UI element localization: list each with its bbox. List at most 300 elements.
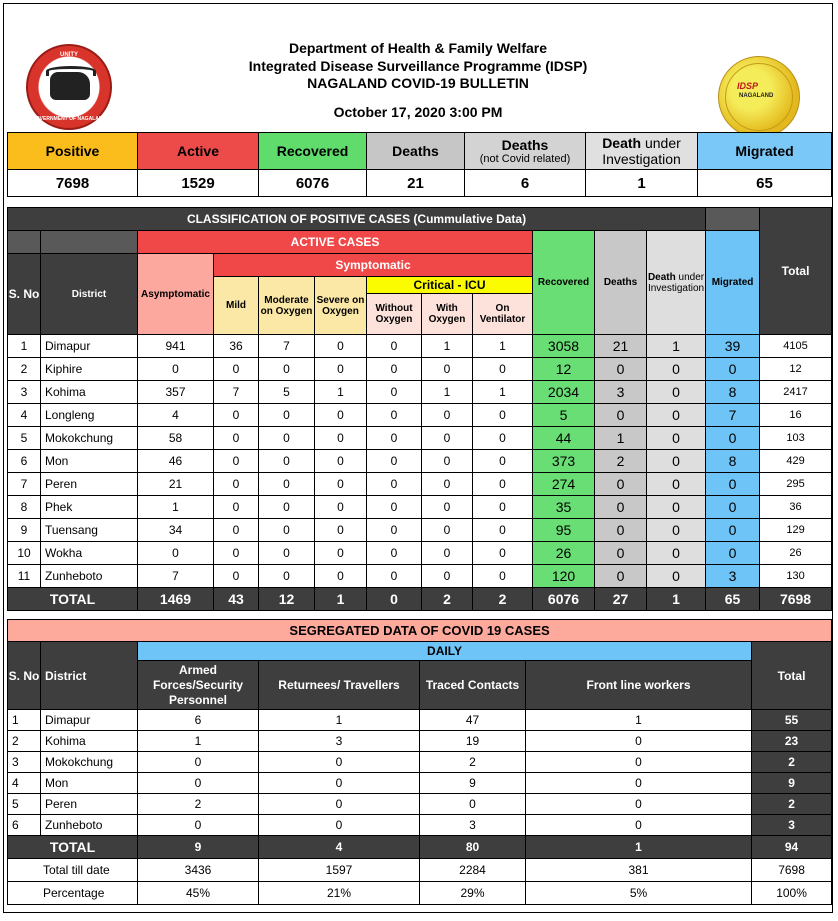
percentage-armed-forces: 45% — [138, 882, 259, 905]
cell-without-oxygen: 0 — [367, 358, 422, 381]
till-date-returnees: 1597 — [259, 859, 420, 882]
symptomatic-header: Symptomatic — [214, 254, 533, 277]
cell-armed-forces: 6 — [138, 710, 259, 731]
bulletin-title: NAGALAND COVID-19 BULLETIN — [307, 75, 529, 91]
cell-district: Zunheboto — [41, 565, 138, 588]
cell-total: 129 — [760, 519, 832, 542]
cell-moderate: 0 — [259, 427, 315, 450]
district-filler — [41, 231, 138, 254]
cell-sno: 8 — [8, 496, 41, 519]
cell-total: 12 — [760, 358, 832, 381]
cell-frontline-workers: 0 — [526, 731, 752, 752]
cell-total: 103 — [760, 427, 832, 450]
cell-asymptomatic: 4 — [138, 404, 214, 427]
armed-forces-header: Armed Forces/Security Personnel — [138, 661, 259, 710]
frontline-workers-header: Front line workers — [526, 661, 752, 710]
cell-deaths: 0 — [595, 519, 647, 542]
cell-district: Mokokchung — [41, 427, 138, 450]
title-filler — [706, 208, 760, 231]
cell-mild: 0 — [214, 450, 259, 473]
total-cell-without-oxygen: 0 — [367, 588, 422, 611]
cell-sno: 6 — [8, 815, 41, 836]
cell-asymptomatic: 7 — [138, 565, 214, 588]
critical-icu-header: Critical - ICU — [367, 277, 533, 294]
cell-moderate: 7 — [259, 335, 315, 358]
classification-title: CLASSIFICATION OF POSITIVE CASES (Cummulative Data) — [8, 208, 706, 231]
cell-deaths: 21 — [595, 335, 647, 358]
nagaland-government-seal: UNITY GOVERNMENT OF NAGALAND — [26, 44, 112, 130]
cell-migrated: 0 — [706, 358, 760, 381]
cell-traced-contacts: 47 — [420, 710, 526, 731]
cell-death-investigation: 0 — [647, 519, 706, 542]
table-row — [8, 519, 832, 542]
deaths-value: 21 — [367, 170, 465, 197]
cell-total: 2 — [752, 794, 832, 815]
cell-deaths: 0 — [595, 542, 647, 565]
cell-asymptomatic: 21 — [138, 473, 214, 496]
cell-asymptomatic: 0 — [138, 358, 214, 381]
total-cell-total: 7698 — [760, 588, 832, 611]
percentage-traced-contacts: 29% — [420, 882, 526, 905]
cell-total: 4105 — [760, 335, 832, 358]
cell-on-ventilator: 0 — [473, 404, 533, 427]
cell-asymptomatic: 58 — [138, 427, 214, 450]
cell-mild: 0 — [214, 519, 259, 542]
total-cell-recovered: 6076 — [533, 588, 595, 611]
cell-deaths: 0 — [595, 473, 647, 496]
cell-asymptomatic: 1 — [138, 496, 214, 519]
daily-header: DAILY — [138, 642, 752, 661]
cell-without-oxygen: 0 — [367, 542, 422, 565]
seg-total-label: TOTAL — [8, 836, 138, 859]
cell-recovered: 274 — [533, 473, 595, 496]
cell-on-ventilator: 0 — [473, 565, 533, 588]
till-date-label: Total till date — [8, 859, 138, 882]
death-investigation-col-header: Death under Investigation — [647, 231, 706, 335]
cell-without-oxygen: 0 — [367, 565, 422, 588]
cell-death-investigation: 0 — [647, 358, 706, 381]
cell-recovered: 3058 — [533, 335, 595, 358]
cell-sno: 9 — [8, 519, 41, 542]
cell-recovered: 5 — [533, 404, 595, 427]
table-row — [8, 404, 832, 427]
cell-returnees: 0 — [259, 815, 420, 836]
cell-total: 36 — [760, 496, 832, 519]
cell-without-oxygen: 0 — [367, 473, 422, 496]
cell-armed-forces: 0 — [138, 815, 259, 836]
cell-severe: 0 — [315, 450, 367, 473]
cell-migrated: 7 — [706, 404, 760, 427]
cell-district: Dimapur — [41, 710, 138, 731]
active-value: 1529 — [138, 170, 259, 197]
cell-asymptomatic: 357 — [138, 381, 214, 404]
cell-armed-forces: 0 — [138, 773, 259, 794]
total-till-date-row — [8, 859, 832, 882]
cell-district: Phek — [41, 496, 138, 519]
on-ventilator-header: On Ventilator — [473, 294, 533, 335]
cell-district: Zunheboto — [41, 815, 138, 836]
percentage-returnees: 21% — [259, 882, 420, 905]
moderate-header: Moderate on Oxygen — [259, 277, 315, 335]
total-cell-label: TOTAL — [8, 588, 138, 611]
cell-armed-forces: 0 — [138, 752, 259, 773]
table-row — [8, 427, 832, 450]
cell-death-investigation: 1 — [647, 335, 706, 358]
cell-deaths: 0 — [595, 496, 647, 519]
cell-without-oxygen: 0 — [367, 496, 422, 519]
percentage-row — [8, 882, 832, 905]
summary-table — [7, 132, 832, 197]
classification-total-row — [8, 588, 832, 611]
seg-total-traced-contacts: 80 — [420, 836, 526, 859]
seg-district-header: District — [41, 642, 138, 710]
cell-total: 3 — [752, 815, 832, 836]
cell-with-oxygen: 0 — [422, 358, 473, 381]
cell-mild: 36 — [214, 335, 259, 358]
cell-severe: 0 — [315, 473, 367, 496]
with-oxygen-header: With Oxygen — [422, 294, 473, 335]
cell-severe: 1 — [315, 381, 367, 404]
cell-deaths: 0 — [595, 565, 647, 588]
cell-without-oxygen: 0 — [367, 335, 422, 358]
till-date-total: 7698 — [752, 859, 832, 882]
cell-with-oxygen: 0 — [422, 427, 473, 450]
till-date-traced-contacts: 2284 — [420, 859, 526, 882]
migrated-header: Migrated — [698, 133, 832, 170]
cell-severe: 0 — [315, 335, 367, 358]
cell-total: 55 — [752, 710, 832, 731]
cell-district: Kohima — [41, 381, 138, 404]
table-row — [8, 381, 832, 404]
cell-asymptomatic: 0 — [138, 542, 214, 565]
table-row — [8, 815, 832, 836]
cell-with-oxygen: 0 — [422, 404, 473, 427]
recovered-value: 6076 — [259, 170, 367, 197]
deaths-col-header: Deaths — [595, 231, 647, 335]
deaths-header: Deaths — [367, 133, 465, 170]
cell-district: Dimapur — [41, 335, 138, 358]
cell-severe: 0 — [315, 427, 367, 450]
cell-sno: 4 — [8, 773, 41, 794]
table-row — [8, 450, 832, 473]
table-row — [8, 710, 832, 731]
classification-body — [8, 335, 832, 588]
cell-deaths: 1 — [595, 427, 647, 450]
death-investigation-header: Death under Investigation — [586, 133, 698, 170]
migrated-value: 65 — [698, 170, 832, 197]
cell-sno: 3 — [8, 381, 41, 404]
cell-migrated: 0 — [706, 427, 760, 450]
cell-total: 26 — [760, 542, 832, 565]
cell-migrated: 0 — [706, 473, 760, 496]
cell-traced-contacts: 19 — [420, 731, 526, 752]
cell-migrated: 3 — [706, 565, 760, 588]
cell-frontline-workers: 0 — [526, 752, 752, 773]
total-cell-migrated: 65 — [706, 588, 760, 611]
cell-migrated: 8 — [706, 450, 760, 473]
table-row — [8, 542, 832, 565]
cell-district: Mon — [41, 773, 138, 794]
cell-recovered: 120 — [533, 565, 595, 588]
cell-frontline-workers: 0 — [526, 794, 752, 815]
cell-district: Peren — [41, 473, 138, 496]
till-date-frontline-workers: 381 — [526, 859, 752, 882]
classification-table — [7, 207, 832, 611]
seg-total-header: Total — [752, 642, 832, 710]
cell-district: Wokha — [41, 542, 138, 565]
cell-without-oxygen: 0 — [367, 519, 422, 542]
cell-traced-contacts: 0 — [420, 794, 526, 815]
cell-moderate: 0 — [259, 519, 315, 542]
returnees-header: Returnees/ Travellers — [259, 661, 420, 710]
deaths-not-covid-value: 6 — [465, 170, 586, 197]
positive-header: Positive — [8, 133, 138, 170]
cell-mild: 0 — [214, 473, 259, 496]
bulletin-header — [4, 40, 832, 121]
seg-sno-header: S. No — [8, 642, 41, 710]
cell-without-oxygen: 0 — [367, 404, 422, 427]
cell-migrated: 0 — [706, 542, 760, 565]
cell-mild: 7 — [214, 381, 259, 404]
bulletin-page — [3, 3, 833, 913]
table-row — [8, 496, 832, 519]
cell-district: Peren — [41, 794, 138, 815]
cell-sno: 1 — [8, 710, 41, 731]
cell-with-oxygen: 1 — [422, 381, 473, 404]
cell-total: 23 — [752, 731, 832, 752]
cell-total: 2417 — [760, 381, 832, 404]
percentage-label: Percentage — [8, 882, 138, 905]
cell-total: 295 — [760, 473, 832, 496]
active-header: Active — [138, 133, 259, 170]
cell-asymptomatic: 941 — [138, 335, 214, 358]
cell-returnees: 3 — [259, 731, 420, 752]
cell-sno: 3 — [8, 752, 41, 773]
cell-moderate: 0 — [259, 473, 315, 496]
total-cell-moderate: 12 — [259, 588, 315, 611]
cell-total: 130 — [760, 565, 832, 588]
cell-district: Kiphire — [41, 358, 138, 381]
cell-migrated: 0 — [706, 496, 760, 519]
table-row — [8, 731, 832, 752]
cell-returnees: 0 — [259, 773, 420, 794]
table-row — [8, 335, 832, 358]
cell-asymptomatic: 46 — [138, 450, 214, 473]
seg-total-returnees: 4 — [259, 836, 420, 859]
table-row — [8, 358, 832, 381]
cell-traced-contacts: 2 — [420, 752, 526, 773]
cell-with-oxygen: 0 — [422, 565, 473, 588]
cell-traced-contacts: 3 — [420, 815, 526, 836]
department-title: Department of Health & Family Welfare — [288, 40, 548, 56]
cell-moderate: 0 — [259, 450, 315, 473]
table-row — [8, 752, 832, 773]
cell-total: 429 — [760, 450, 832, 473]
cell-sno: 1 — [8, 335, 41, 358]
cell-total: 16 — [760, 404, 832, 427]
total-cell-asymptomatic: 1469 — [138, 588, 214, 611]
cell-district: Kohima — [41, 731, 138, 752]
cell-recovered: 35 — [533, 496, 595, 519]
cell-sno: 5 — [8, 794, 41, 815]
cell-sno: 4 — [8, 404, 41, 427]
severe-header: Severe on Oxygen — [315, 277, 367, 335]
cell-district: Longleng — [41, 404, 138, 427]
cell-migrated: 39 — [706, 335, 760, 358]
cell-returnees: 1 — [259, 710, 420, 731]
cell-mild: 0 — [214, 404, 259, 427]
cell-death-investigation: 0 — [647, 450, 706, 473]
cell-with-oxygen: 0 — [422, 496, 473, 519]
cell-death-investigation: 0 — [647, 496, 706, 519]
sno-header: S. No — [8, 254, 41, 335]
total-cell-deaths: 27 — [595, 588, 647, 611]
bulletin-date: October 17, 2020 3:00 PM — [333, 103, 503, 120]
cell-severe: 0 — [315, 519, 367, 542]
cell-frontline-workers: 0 — [526, 773, 752, 794]
seg-total-frontline-workers: 1 — [526, 836, 752, 859]
segregated-table — [7, 619, 832, 905]
total-col-header: Total — [760, 208, 832, 335]
cell-severe: 0 — [315, 542, 367, 565]
cell-moderate: 0 — [259, 404, 315, 427]
seg-total-total: 94 — [752, 836, 832, 859]
cell-death-investigation: 0 — [647, 381, 706, 404]
cell-returnees: 0 — [259, 752, 420, 773]
cell-district: Mon — [41, 450, 138, 473]
cell-recovered: 12 — [533, 358, 595, 381]
cell-deaths: 0 — [595, 358, 647, 381]
cell-mild: 0 — [214, 542, 259, 565]
cell-on-ventilator: 0 — [473, 496, 533, 519]
cell-severe: 0 — [315, 358, 367, 381]
cell-district: Mokokchung — [41, 752, 138, 773]
cell-sno: 11 — [8, 565, 41, 588]
cell-mild: 0 — [214, 427, 259, 450]
cell-sno: 10 — [8, 542, 41, 565]
segregated-body — [8, 710, 832, 836]
cell-frontline-workers: 1 — [526, 710, 752, 731]
migrated-col-header: Migrated — [706, 231, 760, 335]
cell-on-ventilator: 0 — [473, 542, 533, 565]
total-cell-death-investigation: 1 — [647, 588, 706, 611]
total-cell-severe: 1 — [315, 588, 367, 611]
cell-moderate: 0 — [259, 565, 315, 588]
cell-on-ventilator: 0 — [473, 358, 533, 381]
cell-severe: 0 — [315, 565, 367, 588]
cell-recovered: 26 — [533, 542, 595, 565]
cell-moderate: 0 — [259, 496, 315, 519]
cell-mild: 0 — [214, 358, 259, 381]
cell-with-oxygen: 0 — [422, 450, 473, 473]
cell-total: 9 — [752, 773, 832, 794]
cell-asymptomatic: 34 — [138, 519, 214, 542]
cell-moderate: 0 — [259, 358, 315, 381]
cell-frontline-workers: 0 — [526, 815, 752, 836]
cell-on-ventilator: 1 — [473, 335, 533, 358]
cell-recovered: 44 — [533, 427, 595, 450]
cell-with-oxygen: 0 — [422, 519, 473, 542]
cell-severe: 0 — [315, 404, 367, 427]
deaths-not-covid-header: Deaths (not Covid related) — [465, 133, 586, 170]
cell-with-oxygen: 0 — [422, 542, 473, 565]
cell-sno: 6 — [8, 450, 41, 473]
sno-filler — [8, 231, 41, 254]
cell-recovered: 2034 — [533, 381, 595, 404]
cell-sno: 2 — [8, 358, 41, 381]
total-cell-mild: 43 — [214, 588, 259, 611]
district-header: District — [41, 254, 138, 335]
cell-without-oxygen: 0 — [367, 381, 422, 404]
cell-on-ventilator: 0 — [473, 450, 533, 473]
cell-deaths: 0 — [595, 404, 647, 427]
idsp-logo: IDSP NAGALAND — [718, 56, 800, 138]
death-investigation-value: 1 — [586, 170, 698, 197]
cell-mild: 0 — [214, 496, 259, 519]
cell-death-investigation: 0 — [647, 542, 706, 565]
recovered-header: Recovered — [259, 133, 367, 170]
percentage-total: 100% — [752, 882, 832, 905]
cell-deaths: 2 — [595, 450, 647, 473]
without-oxygen-header: Without Oxygen — [367, 294, 422, 335]
cell-death-investigation: 0 — [647, 404, 706, 427]
table-row — [8, 773, 832, 794]
cell-sno: 5 — [8, 427, 41, 450]
percentage-frontline-workers: 5% — [526, 882, 752, 905]
cell-death-investigation: 0 — [647, 427, 706, 450]
cell-on-ventilator: 1 — [473, 381, 533, 404]
till-date-armed-forces: 3436 — [138, 859, 259, 882]
cell-sno: 7 — [8, 473, 41, 496]
segregated-title: SEGREGATED DATA OF COVID 19 CASES — [8, 620, 832, 642]
cell-traced-contacts: 9 — [420, 773, 526, 794]
programme-title: Integrated Disease Surveillance Programme (IDSP) — [248, 57, 588, 74]
table-row — [8, 473, 832, 496]
mild-header: Mild — [214, 277, 259, 335]
cell-with-oxygen: 1 — [422, 335, 473, 358]
asymptomatic-header: Asymptomatic — [138, 254, 214, 335]
recovered-col-header: Recovered — [533, 231, 595, 335]
cell-moderate: 0 — [259, 542, 315, 565]
cell-district: Tuensang — [41, 519, 138, 542]
cell-recovered: 373 — [533, 450, 595, 473]
cell-death-investigation: 0 — [647, 565, 706, 588]
table-row — [8, 794, 832, 815]
cell-with-oxygen: 0 — [422, 473, 473, 496]
cell-recovered: 95 — [533, 519, 595, 542]
cell-death-investigation: 0 — [647, 473, 706, 496]
cell-migrated: 0 — [706, 519, 760, 542]
cell-deaths: 3 — [595, 381, 647, 404]
table-row — [8, 565, 832, 588]
cell-on-ventilator: 0 — [473, 473, 533, 496]
cell-without-oxygen: 0 — [367, 450, 422, 473]
cell-without-oxygen: 0 — [367, 427, 422, 450]
positive-value: 7698 — [8, 170, 138, 197]
segregated-total-row — [8, 836, 832, 859]
cell-on-ventilator: 0 — [473, 519, 533, 542]
cell-armed-forces: 1 — [138, 731, 259, 752]
cell-mild: 0 — [214, 565, 259, 588]
cell-total: 2 — [752, 752, 832, 773]
cell-on-ventilator: 0 — [473, 427, 533, 450]
cell-migrated: 8 — [706, 381, 760, 404]
total-cell-with-oxygen: 2 — [422, 588, 473, 611]
active-cases-header: ACTIVE CASES — [138, 231, 533, 254]
cell-moderate: 5 — [259, 381, 315, 404]
cell-severe: 0 — [315, 496, 367, 519]
seg-total-armed-forces: 9 — [138, 836, 259, 859]
